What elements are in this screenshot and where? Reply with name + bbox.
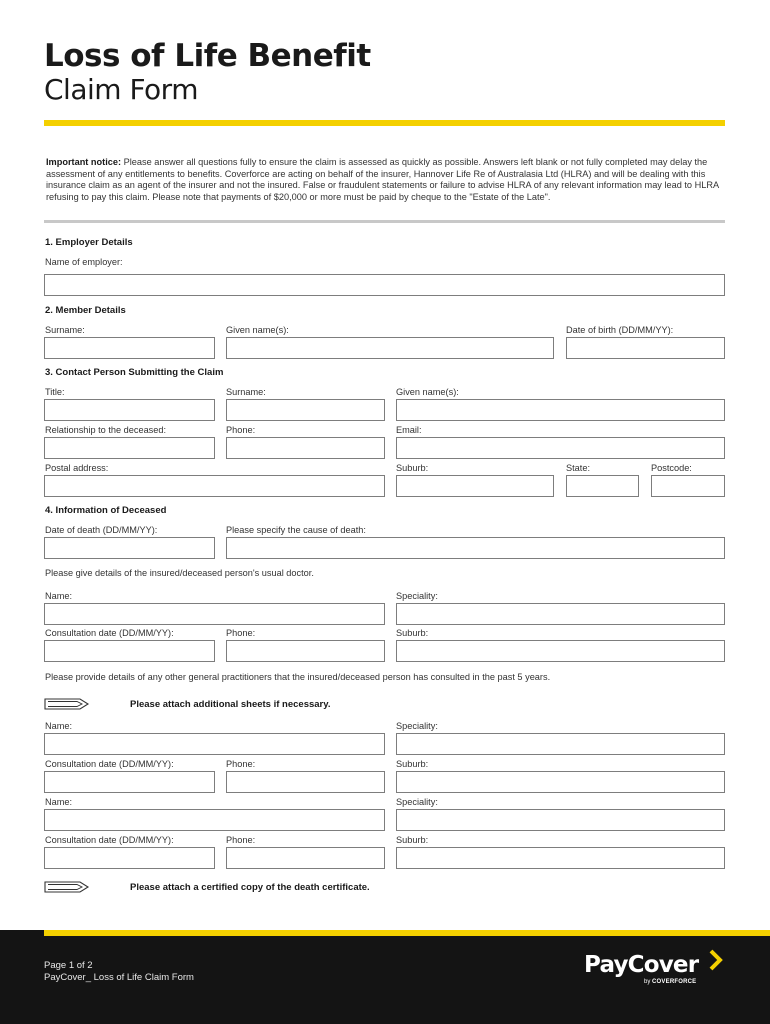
postal-address-label: Postal address: [45,463,109,473]
contact-title-label: Title: [45,387,65,397]
gp1-suburb-field[interactable] [396,771,725,793]
gp2-phone-label: Phone: [226,835,256,845]
member-surname-label: Surname: [45,325,85,335]
gp1-consultation-date-field[interactable] [44,771,215,793]
contact-suburb-field[interactable] [396,475,554,497]
doctor-name-field[interactable] [44,603,385,625]
logo-by-text: by [644,979,651,985]
member-dob-field[interactable] [566,337,725,359]
section-contact-heading: 3. Contact Person Submitting the Claim [45,367,224,378]
relationship-label: Relationship to the deceased: [45,425,167,435]
doctor-speciality-label: Speciality: [396,591,438,601]
gp1-phone-field[interactable] [226,771,385,793]
attach-death-certificate-note: Please attach a certified copy of the death certificate. [130,882,370,893]
gp2-phone-field[interactable] [226,847,385,869]
gp2-consultation-date-field[interactable] [44,847,215,869]
contact-phone-label: Phone: [226,425,256,435]
employer-name-label: Name of employer: [45,257,123,267]
important-notice [44,155,725,223]
other-gps-intro: Please provide details of any other general practitioners that the insured/deceased person has consulted in the past 5 years. [45,672,551,682]
doctor-phone-label: Phone: [226,628,256,638]
gp2-speciality-field[interactable] [396,809,725,831]
notice-text: Please answer all questions fully to ensure the claim is assessed as quickly as possible. Answers left blank or not fully completed may delay the assessment of any entitlements to benefits. Coverforce are acting on behalf of the insurer, Hannover Life Re of Australasia Ltd (HLRA) and will be dealing with this insurance claim as an agent of the insurer and not the insured. False or fraudulent statements or failure to advise HLRA of any relevant information may lead to HLRA refusing to pay this claim. Please note that payments of $20,000 or more must be paid by cheque to the "Estate of the Late". [46,157,719,202]
relationship-field[interactable] [44,437,215,459]
contact-postcode-label: Postcode: [651,463,692,473]
date-of-death-field[interactable] [44,537,215,559]
contact-suburb-label: Suburb: [396,463,429,473]
gp2-name-label: Name: [45,797,73,807]
member-surname-field[interactable] [44,337,215,359]
gp2-suburb-field[interactable] [396,847,725,869]
gp2-suburb-label: Suburb: [396,835,429,845]
gp1-phone-label: Phone: [226,759,256,769]
doctor-consultation-date-label: Consultation date (DD/MM/YY): [45,628,174,638]
date-of-death-label: Date of death (DD/MM/YY): [45,525,158,535]
contact-phone-field[interactable] [226,437,385,459]
section-deceased-heading: 4. Information of Deceased [45,505,167,516]
attach-additional-sheets-note: Please attach additional sheets if necessary. [130,699,331,710]
usual-doctor-intro: Please give details of the insured/deceased person's usual doctor. [45,568,314,578]
contact-email-label: Email: [396,425,422,435]
document-name: PayCover_ Loss of Life Claim Form [44,972,194,983]
form-title: Loss of Life Benefit [44,38,371,74]
chevron-right-icon [708,949,724,971]
logo-wordmark: PayCover [584,952,699,978]
notice-label: Important notice: [46,157,122,167]
cause-of-death-field[interactable] [226,537,725,559]
postal-address-field[interactable] [44,475,385,497]
page-number: Page 1 of 2 [44,960,93,971]
doctor-phone-field[interactable] [226,640,385,662]
gp1-speciality-label: Speciality: [396,721,438,731]
gp1-speciality-field[interactable] [396,733,725,755]
doctor-consultation-date-field[interactable] [44,640,215,662]
gp1-name-label: Name: [45,721,73,731]
contact-postcode-field[interactable] [651,475,725,497]
gp1-consultation-date-label: Consultation date (DD/MM/YY): [45,759,174,769]
contact-surname-field[interactable] [226,399,385,421]
member-given-names-field[interactable] [226,337,554,359]
title-divider [44,120,725,126]
attachment-arrow-icon [44,697,90,711]
contact-title-field[interactable] [44,399,215,421]
logo-brand-text: COVERFORCE [652,979,697,985]
contact-given-names-field[interactable] [396,399,725,421]
attachment-arrow-icon [44,880,90,894]
footer-accent-stripe [44,930,770,936]
logo-byline [644,979,696,985]
gp1-name-field[interactable] [44,733,385,755]
contact-email-field[interactable] [396,437,725,459]
doctor-suburb-label: Suburb: [396,628,429,638]
employer-name-field[interactable] [44,274,725,296]
section-member-heading: 2. Member Details [45,305,126,316]
form-subtitle: Claim Form [44,73,198,106]
contact-state-field[interactable] [566,475,639,497]
gp2-name-field[interactable] [44,809,385,831]
contact-state-label: State: [566,463,591,473]
section-employer-heading: 1. Employer Details [45,237,133,248]
doctor-suburb-field[interactable] [396,640,725,662]
gp2-consultation-date-label: Consultation date (DD/MM/YY): [45,835,174,845]
cause-of-death-label: Please specify the cause of death: [226,525,366,535]
contact-surname-label: Surname: [226,387,266,397]
doctor-speciality-field[interactable] [396,603,725,625]
gp2-speciality-label: Speciality: [396,797,438,807]
doctor-name-label: Name: [45,591,73,601]
paycover-logo [584,946,734,996]
gp1-suburb-label: Suburb: [396,759,429,769]
member-given-names-label: Given name(s): [226,325,289,335]
contact-given-names-label: Given name(s): [396,387,459,397]
member-dob-label: Date of birth (DD/MM/YY): [566,325,674,335]
